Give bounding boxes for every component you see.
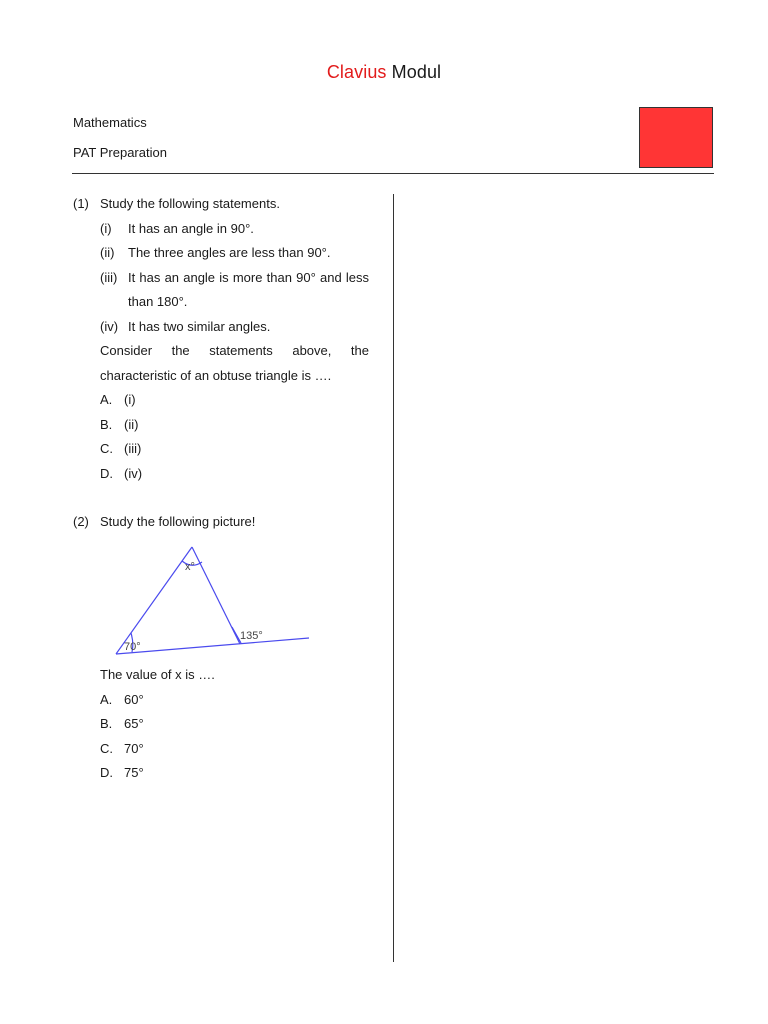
option-text: 70° xyxy=(124,741,144,756)
subject-label: Mathematics xyxy=(73,115,147,130)
statement-number: (ii) xyxy=(100,245,115,260)
brand-name: Clavius xyxy=(326,62,387,82)
question-1-stem-continued: characteristic of an obtuse triangle is …. xyxy=(100,368,332,383)
option-text: 75° xyxy=(124,765,144,780)
option-letter: A. xyxy=(100,692,113,707)
triangle-base-extended xyxy=(116,638,309,654)
option-letter: B. xyxy=(100,417,113,432)
triangle-figure xyxy=(110,540,315,662)
question-2-stem: The value of x is …. xyxy=(100,667,215,682)
option-letter: D. xyxy=(100,765,113,780)
question-1-prompt: Study the following statements. xyxy=(100,196,280,211)
question-2-number: (2) xyxy=(73,514,89,529)
option-letter: D. xyxy=(100,466,113,481)
header-divider xyxy=(72,173,714,174)
option-text: (ii) xyxy=(124,417,139,432)
statement-number: (iii) xyxy=(100,270,118,285)
option-text: 65° xyxy=(124,716,144,731)
angle-label-left: 70° xyxy=(124,641,141,653)
statement-text: It has an angle in 90°. xyxy=(128,221,254,236)
option-letter: C. xyxy=(100,741,113,756)
option-text: 60° xyxy=(124,692,144,707)
option-text: (iii) xyxy=(124,441,142,456)
option-letter: A. xyxy=(100,392,113,407)
statement-number: (iv) xyxy=(100,319,119,334)
question-1-number: (1) xyxy=(73,196,89,211)
option-text: (iv) xyxy=(124,466,143,481)
title-text: Modul xyxy=(386,62,442,82)
angle-label-top: x° xyxy=(185,561,195,573)
document-title xyxy=(0,62,768,83)
course-label: PAT Preparation xyxy=(73,145,167,160)
option-letter: B. xyxy=(100,716,113,731)
option-letter: C. xyxy=(100,441,113,456)
statement-text-continued: than 180°. xyxy=(128,294,188,309)
option-text: (i) xyxy=(124,392,136,407)
statement-text: It has an angle is more than 90° and less xyxy=(128,270,369,285)
logo-box xyxy=(639,107,713,168)
angle-label-right: 135° xyxy=(240,630,263,642)
statement-number: (i) xyxy=(100,221,112,236)
question-2-prompt: Study the following picture! xyxy=(100,514,256,529)
column-divider xyxy=(393,194,394,962)
question-1-stem: Consider the statements above, the xyxy=(100,343,369,358)
statement-text: It has two similar angles. xyxy=(128,319,271,334)
statement-text: The three angles are less than 90°. xyxy=(128,245,331,260)
triangle-left-side xyxy=(116,547,192,654)
